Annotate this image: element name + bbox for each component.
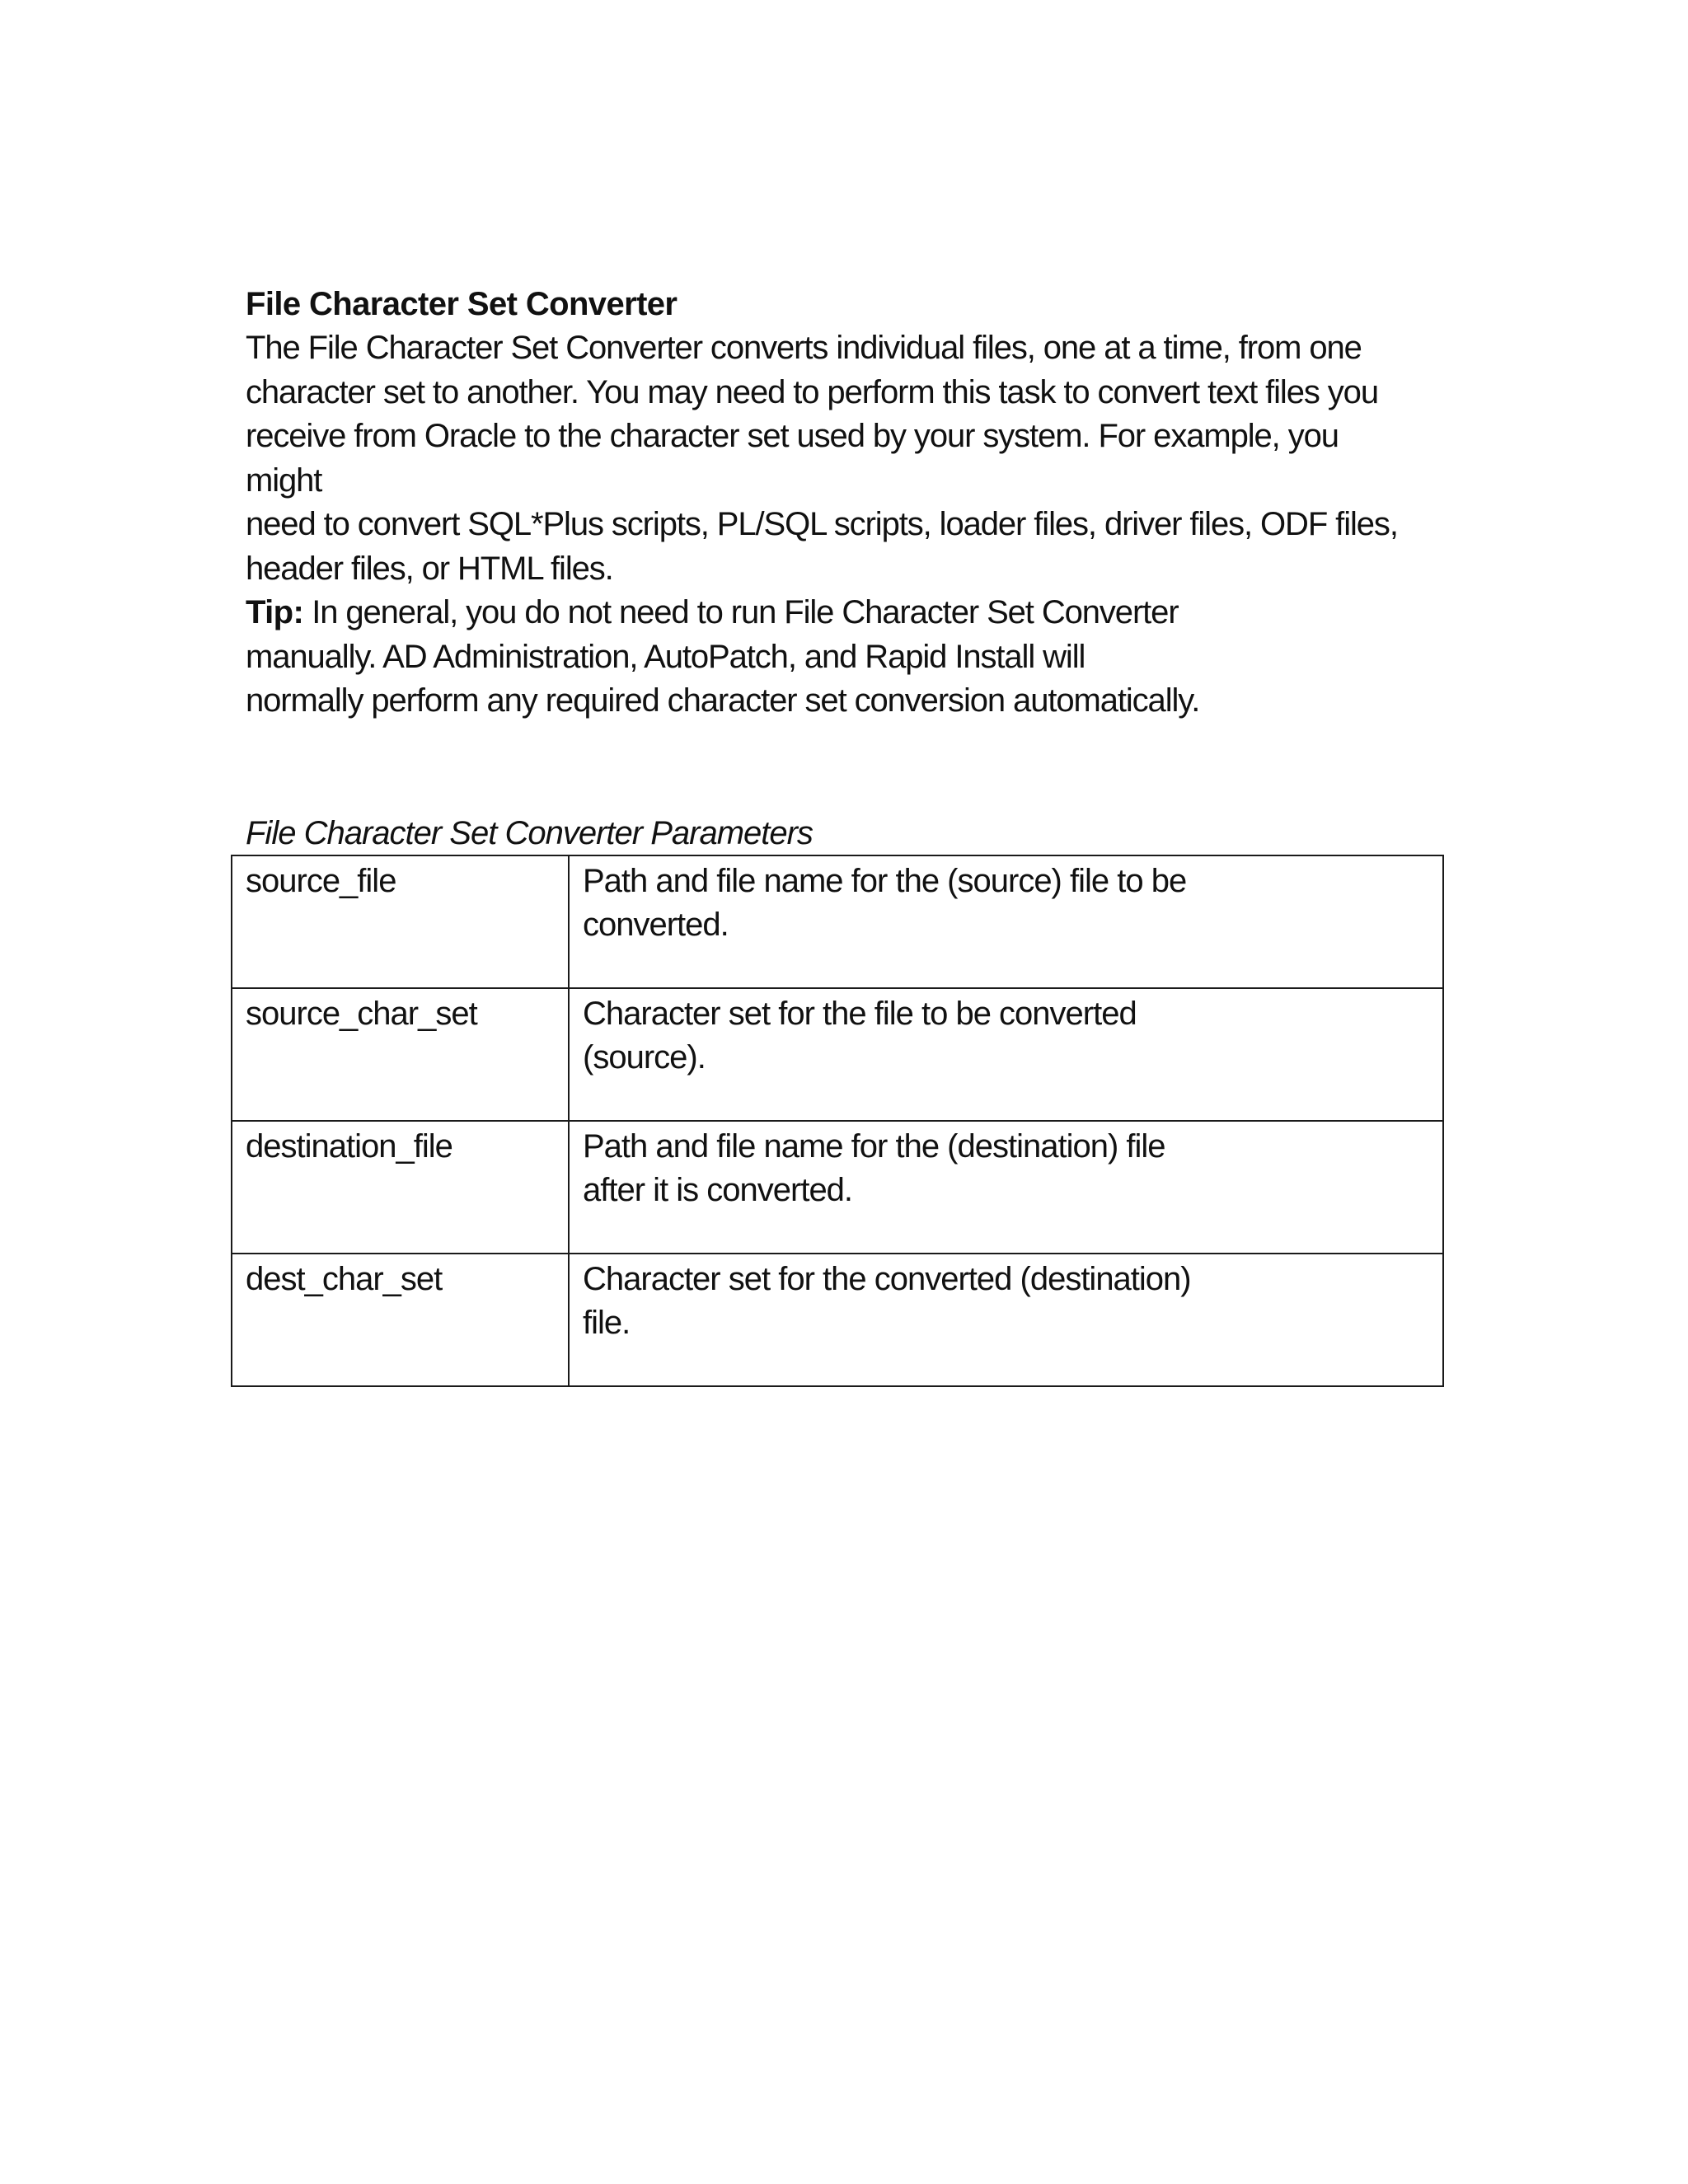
parameter-name: dest_char_set (232, 1254, 569, 1386)
tip-line: normally perform any required character set conversion automatically. (246, 682, 1200, 719)
tip-note (246, 591, 1449, 724)
parameter-name: destination_file (232, 1121, 569, 1254)
parameter-description (569, 988, 1443, 1121)
paragraph-line: receive from Oracle to the character set used by your system. For example, you (246, 418, 1339, 454)
section-heading: File Character Set Converter (246, 286, 678, 322)
section-paragraph (246, 326, 1449, 591)
tip-line: manually. AD Administration, AutoPatch, and Rapid Install will (246, 638, 1085, 675)
tip-text: In general, you do not need to run File Character Set Converter (303, 594, 1179, 630)
table-row (232, 988, 1443, 1121)
paragraph-line: need to convert SQL*Plus scripts, PL/SQL scripts, loader files, driver files, ODF files, (246, 506, 1398, 542)
paragraph-line: The File Character Set Converter converts individual files, one at a time, from one (246, 330, 1362, 366)
description-line: file. (583, 1305, 631, 1341)
parameter-name: source_char_set (232, 988, 569, 1121)
parameter-name: source_file (232, 855, 569, 988)
paragraph-line: header files, or HTML files. (246, 550, 613, 587)
table-row (232, 1254, 1443, 1386)
description-line: after it is converted. (583, 1172, 853, 1208)
description-line: converted. (583, 907, 729, 943)
table-row (232, 1121, 1443, 1254)
description-line: Character set for the file to be converted (583, 996, 1137, 1032)
parameters-table (231, 855, 1444, 1387)
parameter-description (569, 1121, 1443, 1254)
paragraph-line: might (246, 462, 322, 499)
description-line: (source). (583, 1039, 706, 1076)
paragraph-line: character set to another. You may need to perform this task to convert text files you (246, 373, 1378, 410)
parameter-description (569, 855, 1443, 988)
table-row (232, 855, 1443, 988)
document-section (246, 282, 1449, 724)
parameter-description (569, 1254, 1443, 1386)
description-line: Path and file name for the (destination) file (583, 1128, 1165, 1165)
tip-first-line (246, 591, 1449, 635)
table-caption: File Character Set Converter Parameters (246, 815, 813, 851)
description-line: Character set for the converted (destination) (583, 1261, 1191, 1297)
tip-label: Tip: (246, 594, 304, 630)
description-line: Path and file name for the (source) file to be (583, 863, 1187, 899)
